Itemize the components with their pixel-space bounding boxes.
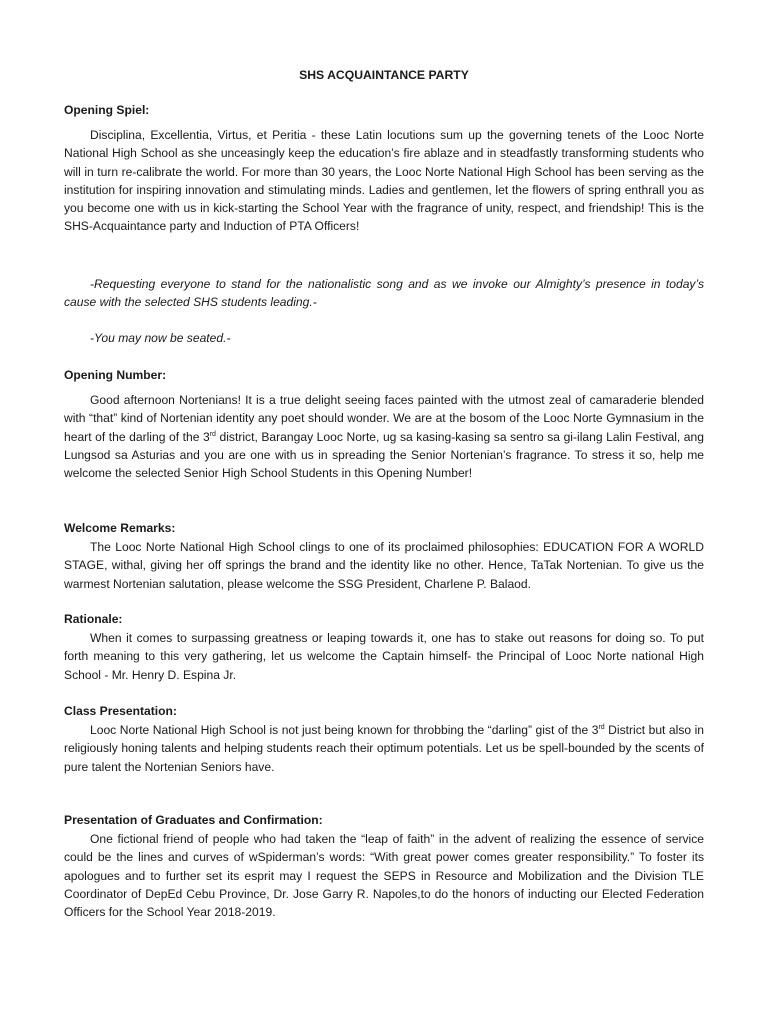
opening-spiel-heading: Opening Spiel:: [64, 103, 150, 117]
ordinal-superscript: rd: [598, 724, 605, 731]
class-presentation-text-end: District but also in religiously honing talents and helping students reach their optimum potentials. Let us be spell-bounded by the scents of pure talent the Nortenian Seniors have.: [64, 723, 704, 774]
opening-spiel-instruction-seated: -You may now be seated.-: [90, 331, 231, 345]
welcome-remarks-heading: Welcome Remarks:: [64, 521, 176, 535]
class-presentation-paragraph: [64, 721, 704, 776]
opening-number-text-start: Good afternoon Nortenians! It is a true delight seeing faces painted with the utmost zeal of camaraderie blended with “that” kind of Nortenian identity any poet should wonder. We are at the bosom of the Looc Norte Gymnasium in the heart of the darling of the 3: [64, 393, 704, 444]
class-presentation-text-start: Looc Norte National High School is not just being known for throbbing the “darling” gist of the 3: [90, 723, 599, 737]
opening-number-paragraph: [64, 391, 704, 482]
opening-spiel-instruction-stand: -Requesting everyone to stand for the nationalistic song and as we invoke our Almighty’s presence in today’s cause with the selected SHS students leading.-: [64, 277, 704, 310]
rationale-heading: Rationale:: [64, 612, 123, 626]
document-title: SHS ACQUAINTANCE PARTY: [299, 68, 469, 82]
class-presentation-heading: Class Presentation:: [64, 704, 177, 718]
presentation-of-graduates-paragraph: One fictional friend of people who had taken the “leap of faith” in the advent of realizing the essence of service could be the lines and curves of wSpiderman’s words: “With great power comes greater responsibility.” To foster its apologues and to further set its esprit may I request the SEPS in Resource and Mobilization and the Division TLE Coordinator of DepEd Cebu Province, Dr. Jose Garry R. Napoles,to do the honors of inducting our Elected Federation Officers for the School Year 2018-2019.: [64, 832, 704, 920]
opening-number-text-end: district, Barangay Looc Norte, ug sa kasing-kasing sa sentro sa gi-ilang Lalin Festival, ang Lungsod sa Asturias and you are one with us in spreading the Senior Nortenian’s fragrance. To stress it so, help me welcome the selected Senior High School Students in this Opening Number!: [64, 429, 704, 481]
ordinal-superscript: rd: [209, 430, 216, 438]
rationale-paragraph: When it comes to surpassing greatness or leaping towards it, one has to stake out reasons for doing so. To put forth meaning to this very gathering, let us welcome the Captain himself- the Principal of Looc Norte national High School - Mr. Henry D. Espina Jr.: [64, 631, 704, 682]
presentation-of-graduates-heading: Presentation of Graduates and Confirmation:: [64, 813, 323, 827]
opening-spiel-paragraph: Disciplina, Excellentia, Virtus, et Peritia - these Latin locutions sum up the governing tenets of the Looc Norte National High School as she unceasingly keep the education’s fire ablaze and in steadfastly transforming students who will in turn re-calibrate the world. For more than 30 years, the Looc Norte National High School has been serving as the institution for inspiring innovation and stimulating minds. Ladies and gentlemen, let the flowers of spring enthrall you as you become one with us in kick-starting the School Year with the fragrance of unity, respect, and friendship! This is the SHS-Acquaintance party and Induction of PTA Officers!: [64, 128, 704, 234]
welcome-remarks-paragraph: The Looc Norte National High School clings to one of its proclaimed philosophies: EDUCATION FOR A WORLD STAGE, withal, giving her off springs the brand and the identity like no other. Hence, TaTak Nortenian. To give us the warmest Nortenian salutation, please welcome the SSG President, Charlene P. Balaod.: [64, 540, 704, 591]
opening-number-heading: Opening Number:: [64, 368, 167, 382]
